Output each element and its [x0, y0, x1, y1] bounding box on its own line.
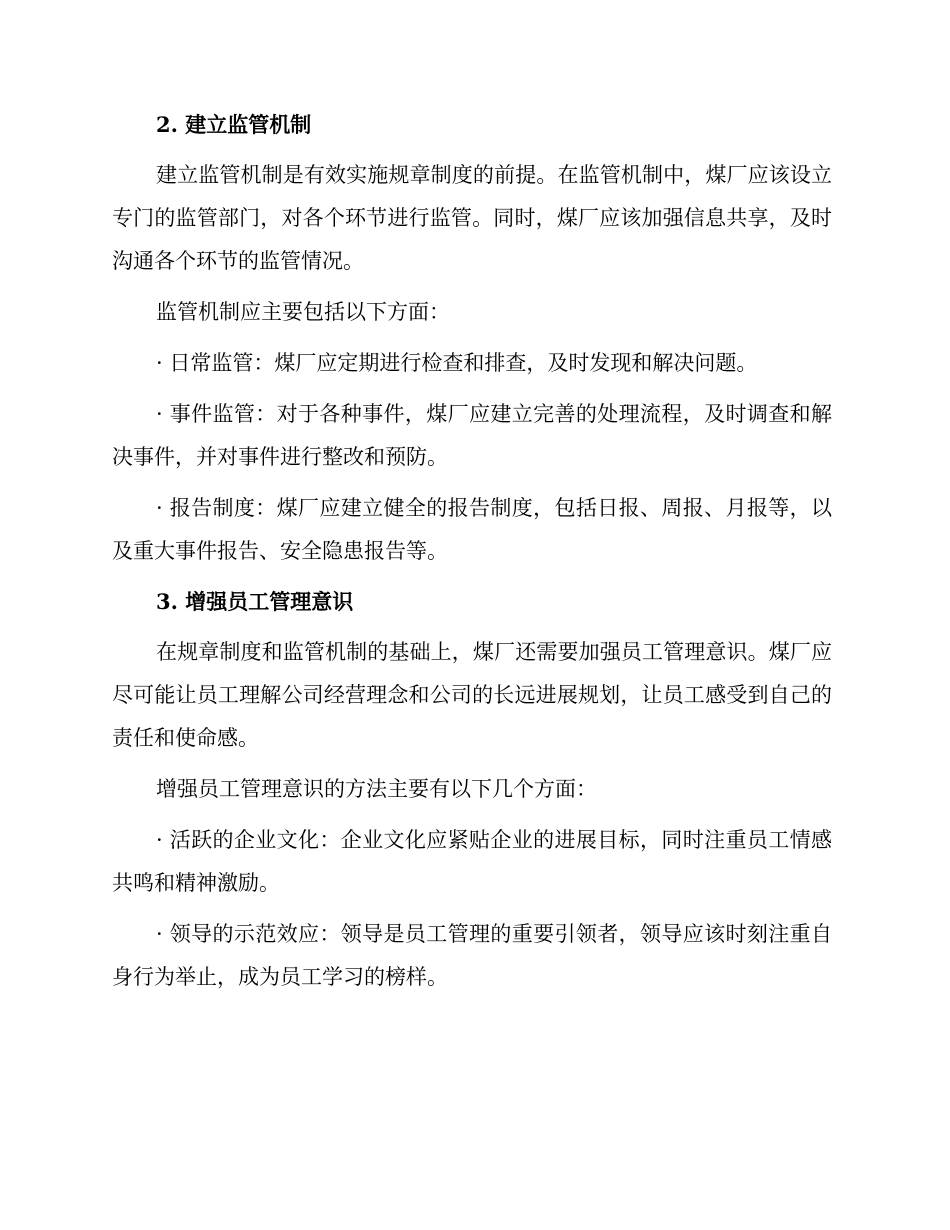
bullet-item: · 报告制度：煤厂应建立健全的报告制度，包括日报、周报、月报等，以及重大事件报告、安全隐患报告等。 [112, 496, 832, 563]
document-page [112, 104, 832, 1007]
bullet-item: · 领导的示范效应：领导是员工管理的重要引领者，领导应该时刻注重自身行为举止，成为员工学习的榜样。 [112, 922, 832, 989]
section-heading-3: 3. 增强员工管理意识 [156, 589, 354, 614]
paragraph: 增强员工管理意识的方法主要有以下几个方面： [156, 777, 597, 801]
bullet-item: · 活跃的企业文化：企业文化应紧贴企业的进展目标，同时注重员工情感共鸣和精神激励。 [112, 828, 832, 895]
paragraph: 在规章制度和监管机制的基础上，煤厂还需要加强员工管理意识。煤厂应尽可能让员工理解公司经营理念和公司的长远进展规划，让员工感受到自己的责任和使命感。 [112, 640, 832, 750]
paragraph: 建立监管机制是有效实施规章制度的前提。在监管机制中，煤厂应该设立专门的监管部门，对各个环节进行监管。同时，煤厂应该加强信息共享，及时沟通各个环节的监管情况。 [112, 163, 832, 273]
paragraph: 监管机制应主要包括以下方面： [156, 300, 450, 324]
bullet-item: · 日常监管：煤厂应定期进行检查和排查，及时发现和解决问题。 [156, 351, 758, 375]
bullet-item: · 事件监管：对于各种事件，煤厂应建立完善的处理流程，及时调查和解决事件，并对事件进行整改和预防。 [112, 402, 832, 469]
section-heading-2: 2. 建立监管机制 [156, 112, 312, 137]
